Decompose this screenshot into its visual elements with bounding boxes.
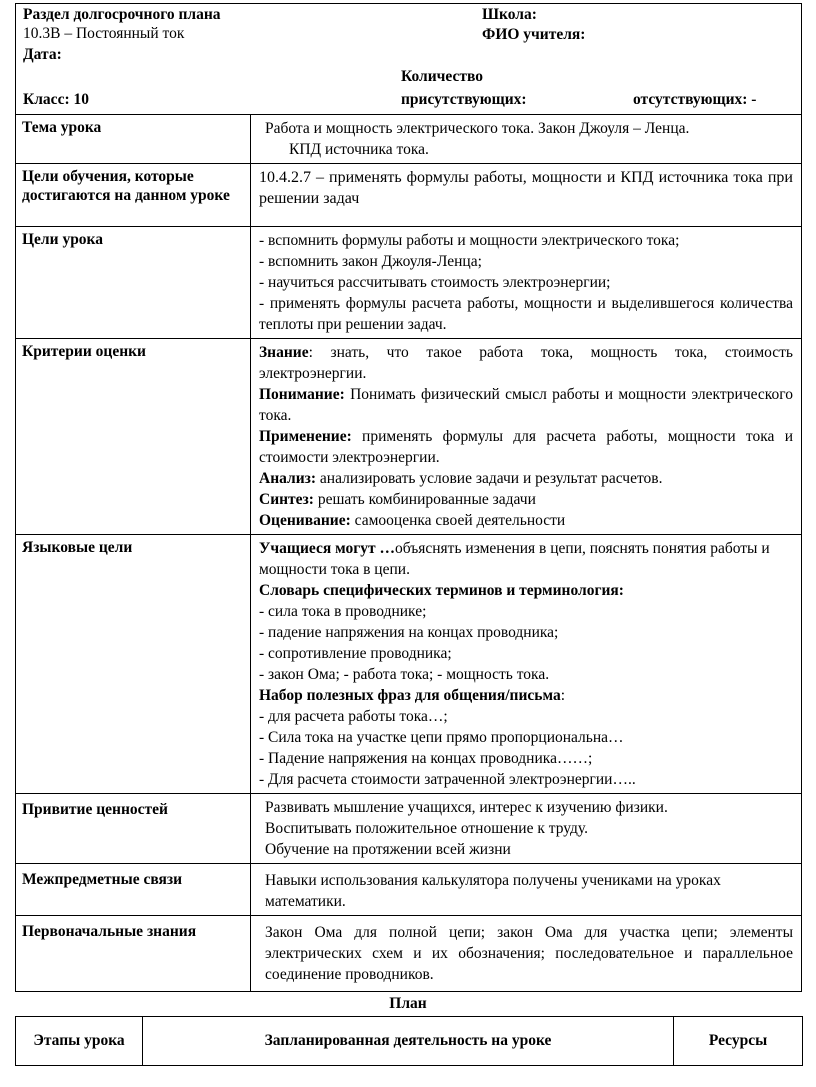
prior-label: Первоначальные знания (16, 916, 251, 992)
header-row (16, 4, 802, 115)
goal-item: - вспомнить формулы работы и мощности электрического тока; (259, 232, 680, 249)
criteria-label: Критерии оценки (16, 339, 251, 535)
criteria-item (259, 342, 793, 384)
goals-row (16, 227, 802, 339)
date-label: Дата: (23, 46, 62, 63)
phrases-colon: : (560, 687, 566, 704)
section-label: Раздел долгосрочного плана (23, 6, 221, 23)
criteria-text: анализировать условие задачи и результат расчетов. (316, 470, 663, 487)
prior-value: Закон Ома для полной цепи; закон Ома для участка цепи; элементы электрических схем и их обозначения; последовательное и параллельное соединение проводников. (251, 916, 802, 992)
criteria-term: Оценивание: (259, 512, 351, 529)
vocab-heading: Словарь специфических терминов и терминология: (259, 582, 624, 599)
goal-item: - научиться рассчитывать стоимость электроэнергии; (259, 274, 611, 291)
criteria-row (16, 339, 802, 535)
plan-table (15, 1016, 803, 1066)
criteria-text: : знать, что такое работа тока, мощность тока, стоимость электроэнергии. (259, 344, 793, 382)
cross-row (16, 864, 802, 916)
objectives-value: 10.4.2.7 – применять формулы работы, мощности и КПД источника тока при решении задач (251, 164, 802, 227)
students-term: Учащиеся могут … (259, 540, 395, 557)
class-label: Класс: 10 (23, 91, 89, 108)
plan-col-stages: Этапы урока (16, 1017, 143, 1066)
cross-value: Навыки использования калькулятора получены учениками на уроках математики. (251, 864, 802, 916)
present-label: присутствующих: (401, 91, 527, 108)
vocab-item: - закон Ома; - работа тока; - мощность тока. (259, 666, 550, 683)
criteria-item (259, 468, 793, 489)
section-value: 10.3В – Постоянный ток (23, 25, 185, 42)
criteria-item (259, 384, 793, 426)
language-label: Языковые цели (16, 535, 251, 794)
plan-col-resources: Ресурсы (674, 1017, 803, 1066)
goals-label: Цели урока (16, 227, 251, 339)
criteria-text: Понимать физический смысл работы и мощности электрического тока. (259, 386, 793, 424)
vocab-item: - падение напряжения на концах проводника; (259, 624, 559, 641)
language-value (251, 535, 802, 794)
prior-row (16, 916, 802, 992)
topic-label: Тема урока (16, 115, 251, 164)
criteria-term: Анализ: (259, 470, 317, 487)
criteria-item (259, 489, 793, 510)
criteria-text: применять формулы для расчета работы, мощности тока и стоимости электроэнергии. (259, 428, 793, 466)
criteria-item (259, 426, 793, 468)
phrase-item: - Сила тока на участке цепи прямо пропорциональна… (259, 729, 624, 746)
criteria-text: решать комбинированные задачи (313, 491, 536, 508)
criteria-term: Применение: (259, 428, 352, 445)
criteria-item (259, 510, 793, 531)
lesson-plan-table (15, 3, 802, 992)
criteria-term: Знание (259, 344, 309, 361)
values-row (16, 794, 802, 864)
values-line: Развивать мышление учащихся, интерес к изучению физики. (265, 799, 668, 816)
phrase-item: - Падение напряжения на концах проводника……; (259, 750, 593, 767)
language-row (16, 535, 802, 794)
topic-line-1: Работа и мощность электрического тока. Закон Джоуля – Ленца. (265, 120, 690, 137)
objectives-label: Цели обучения, которые достигаются на данном уроке (16, 164, 251, 227)
goal-item: - применять формулы расчета работы, мощности и выделившегося количества теплоты при решении задач. (259, 295, 793, 333)
header-cell (16, 4, 802, 115)
phrase-item: - для расчета работы тока…; (259, 708, 448, 725)
count-label: Количество (401, 68, 483, 85)
absent-label: отсутствующих: - (633, 91, 757, 108)
goals-list (251, 227, 802, 339)
values-value (251, 794, 802, 864)
plan-title: План (389, 995, 427, 1012)
students-text: объяснять изменения в цепи, пояснять понятия работы и мощности тока в цепи. (259, 540, 770, 578)
vocab-item: - сопротивление проводника; (259, 645, 452, 662)
topic-line-2: КПД источника тока. (289, 141, 429, 158)
values-line: Воспитывать положительное отношение к труду. (265, 820, 589, 837)
criteria-text: самооценка своей деятельности (350, 512, 566, 529)
school-label: Школа: (482, 6, 537, 23)
plan-header-row (16, 1017, 803, 1066)
topic-row (16, 115, 802, 164)
teacher-label: ФИО учителя: (482, 26, 586, 43)
criteria-list (251, 339, 802, 535)
objectives-row (16, 164, 802, 227)
plan-col-activity: Запланированная деятельность на уроке (143, 1017, 674, 1066)
criteria-term: Синтез: (259, 491, 314, 508)
values-label: Привитие ценностей (16, 794, 251, 864)
goal-item: - вспомнить закон Джоуля-Ленца; (259, 253, 482, 270)
cross-label: Межпредметные связи (16, 864, 251, 916)
topic-value (251, 115, 802, 164)
criteria-term: Понимание: (259, 386, 345, 403)
phrases-heading: Набор полезных фраз для общения/письма (259, 687, 561, 704)
vocab-item: - сила тока в проводнике; (259, 603, 427, 620)
values-line: Обучение на протяжении всей жизни (265, 841, 511, 858)
phrase-item: - Для расчета стоимости затраченной электроэнергии….. (259, 771, 636, 788)
